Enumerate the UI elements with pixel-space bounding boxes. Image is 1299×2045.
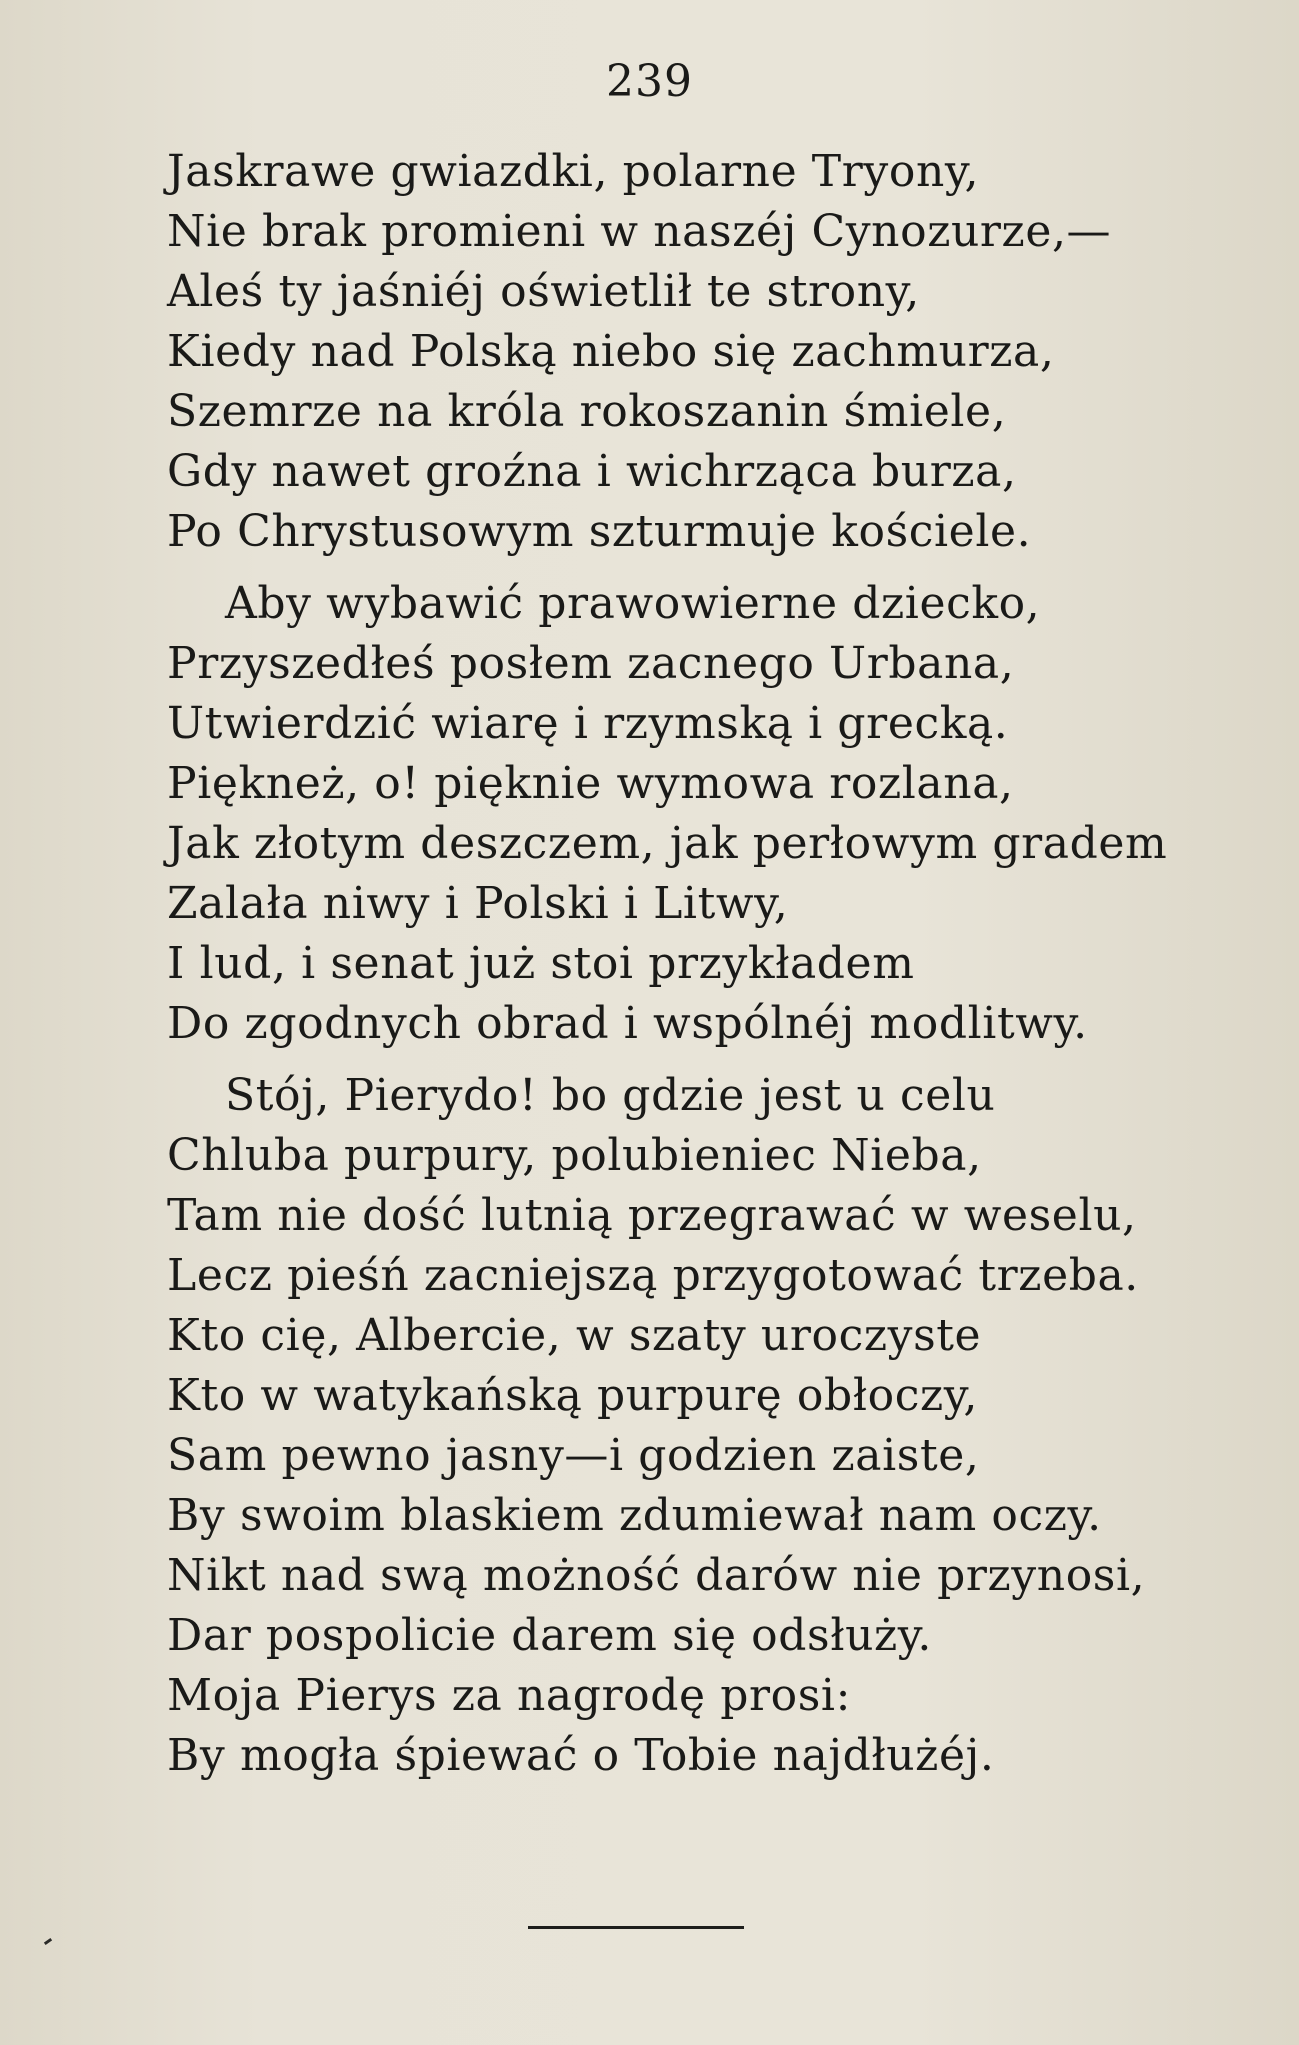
- poem-line: Jaskrawe gwiazdki, polarne Tryony,: [167, 146, 980, 197]
- poem-line: I lud, i senat już stoi przykładem: [167, 938, 915, 989]
- ink-speck: [44, 1938, 52, 1945]
- poem-line: Szemrze na króla rokoszanin śmiele,: [167, 386, 1007, 437]
- poem-line: By swoim blaskiem zdumiewał nam oczy.: [167, 1490, 1102, 1541]
- poem-line: Utwierdzić wiarę i rzymską i grecką.: [167, 698, 1009, 749]
- stanza-1: [167, 142, 1227, 562]
- poem-line: Aleś ty jaśniéj oświetlił te strony,: [167, 266, 920, 317]
- poem-line: Nie brak promieni w naszéj Cynozurze,—: [167, 206, 1112, 257]
- poem-line: Kto cię, Albercie, w szaty uroczyste: [167, 1310, 982, 1361]
- poem-line: Jak złotym deszczem, jak perłowym gradem: [167, 818, 1168, 869]
- poem-line: Kto w watykańską purpurę obłoczy,: [167, 1370, 978, 1421]
- stanza-2: [167, 574, 1227, 1054]
- poem-line: Chluba purpury, polubieniec Nieba,: [167, 1130, 982, 1181]
- poem-line: Gdy nawet groźna i wichrząca burza,: [167, 446, 1017, 497]
- poem-line: Nikt nad swą możność darów nie przynosi,: [167, 1550, 1146, 1601]
- stanza-3: [167, 1066, 1227, 1786]
- page-number: 239: [606, 56, 693, 107]
- poem-line: Piękneż, o! pięknie wymowa rozlana,: [167, 758, 1014, 809]
- poem-line: By mogła śpiewać o Tobie najdłużéj.: [167, 1730, 995, 1781]
- poem-line: Stój, Pierydo! bo gdzie jest u celu: [225, 1070, 996, 1121]
- poem-line: Po Chrystusowym szturmuje kościele.: [167, 506, 1032, 557]
- poem-line: Do zgodnych obrad i wspólnéj modlitwy.: [167, 998, 1088, 1049]
- poem-line: Moja Pierys za nagrodę prosi:: [167, 1670, 851, 1721]
- poem-line: Tam nie dość lutnią przegrawać w weselu,: [167, 1190, 1137, 1241]
- poem-line: Zalała niwy i Polski i Litwy,: [167, 878, 789, 929]
- poem-line: Kiedy nad Polską niebo się zachmurza,: [167, 326, 1055, 377]
- end-rule: [528, 1926, 744, 1929]
- poem-line: Dar pospolicie darem się odsłuży.: [167, 1610, 932, 1661]
- poem-line: Lecz pieśń zacniejszą przygotować trzeba.: [167, 1250, 1139, 1301]
- poem-line: Aby wybawić prawowierne dziecko,: [225, 578, 1041, 629]
- poem: [167, 142, 1227, 1786]
- poem-line: Sam pewno jasny—i godzien zaiste,: [167, 1430, 980, 1481]
- poem-line: Przyszedłeś posłem zacnego Urbana,: [167, 638, 1015, 689]
